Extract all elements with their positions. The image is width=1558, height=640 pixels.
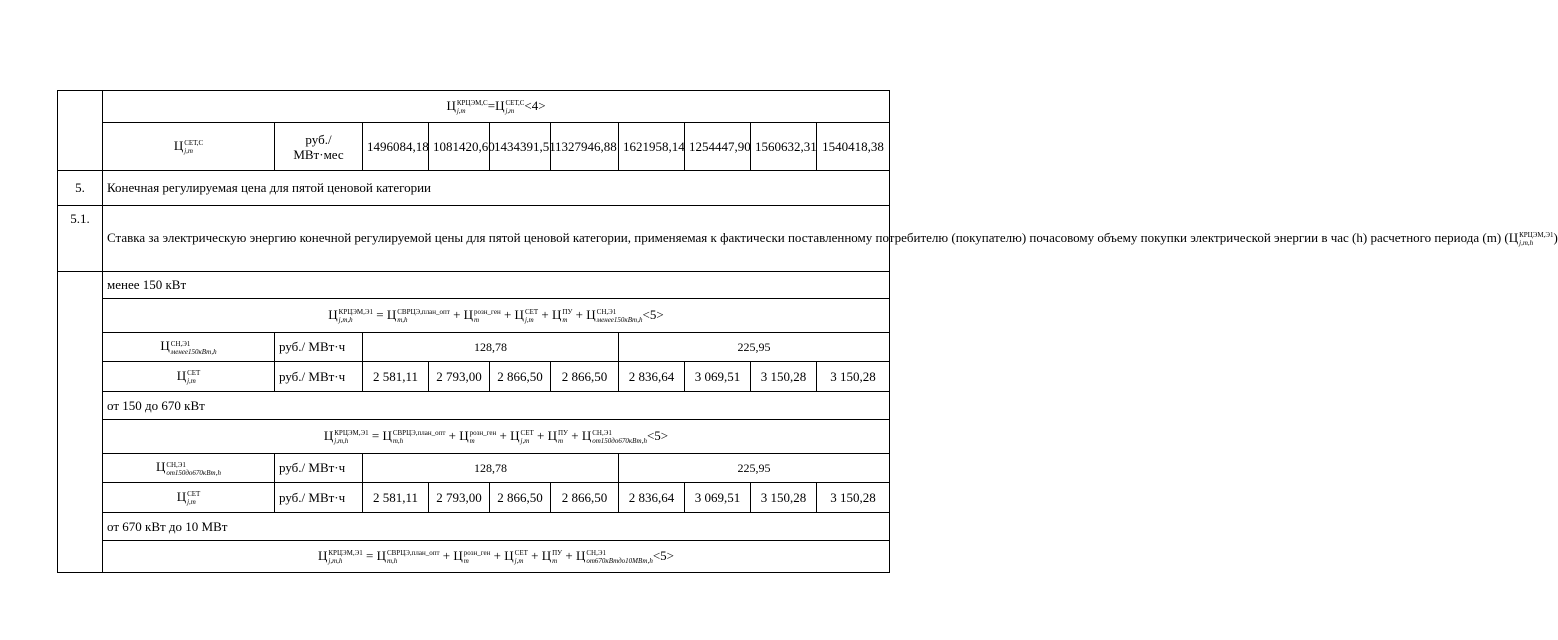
symbol: Ц: [176, 488, 187, 504]
row-number-cell: [58, 91, 103, 171]
formula-subscript: от670кВтдо10МВт,h: [586, 557, 653, 565]
formula-subscript: m: [558, 437, 564, 445]
value-cell: 2 866,50: [490, 362, 551, 392]
formula-superscript: КРЦЭМ,С: [456, 99, 488, 107]
symbol: Ц: [547, 427, 557, 443]
footnote-ref: <5>: [642, 306, 664, 322]
value-cell: 2 793,00: [429, 362, 490, 392]
formula-subscript: m: [474, 316, 480, 324]
symbol: Ц: [575, 547, 586, 563]
unit-cell: [275, 123, 363, 171]
value-cell: 2 793,00: [429, 483, 490, 513]
table-row: [58, 333, 890, 362]
subsection-heading: от 670 кВт до 10 МВт: [103, 513, 890, 541]
formula-operator: +: [575, 306, 584, 322]
formula-superscript: ПУ: [558, 429, 569, 437]
symbol-subscript: j,m,h: [1519, 239, 1534, 247]
formula-operator: +: [503, 306, 512, 322]
value-cell: 3 069,51: [685, 362, 751, 392]
label-subscript: менее150кВт,h: [170, 347, 217, 356]
formula-cell: [103, 299, 890, 333]
formula-superscript: СЕТ: [514, 549, 528, 557]
formula-subscript: m: [562, 316, 568, 324]
formula-operator: +: [442, 547, 451, 563]
symbol: Ц: [552, 306, 562, 322]
symbol: Ц: [328, 306, 338, 322]
symbol: Ц: [155, 459, 166, 475]
formula-subscript: m: [469, 437, 475, 445]
row-number-cell: [58, 272, 103, 573]
value-cell: 3 150,28: [751, 362, 817, 392]
formula-subscript: j,m: [514, 557, 524, 565]
symbol: Ц: [173, 137, 184, 153]
formula-subscript: j,m,h: [328, 557, 343, 565]
value-cell: 1434391,51: [490, 123, 551, 171]
label-superscript: СЕТ: [187, 490, 201, 498]
pricing-table: [57, 90, 1558, 573]
unit-cell: руб./ МВт·ч: [275, 362, 363, 392]
table-row: [58, 513, 890, 541]
table-row: [58, 392, 890, 420]
row-number: 5.1.: [58, 206, 103, 272]
formula-operator: +: [565, 547, 573, 563]
formula-subscript: от150до670кВт,h: [592, 437, 647, 445]
label-superscript: СН,Э1: [170, 339, 191, 348]
unit-text: руб./: [305, 131, 332, 147]
variable-label: [103, 362, 275, 392]
symbol: Ц: [510, 427, 520, 443]
formula-operator: +: [499, 427, 507, 443]
table-row: [58, 123, 890, 171]
symbol: Ц: [541, 547, 552, 563]
footnote-ref: <5>: [646, 427, 669, 443]
formula-operator: +: [453, 306, 461, 322]
formula-operator: =: [487, 97, 496, 113]
table-row: [58, 420, 890, 454]
value-cell: 2 836,64: [619, 362, 685, 392]
symbol: Ц: [382, 427, 392, 443]
subsection-heading: менее 150 кВт: [103, 272, 890, 299]
symbol: Ц: [160, 338, 170, 354]
formula-superscript: розн_ген: [474, 308, 501, 316]
footnote-ref: <5>: [652, 547, 675, 563]
value-cell: 3 150,28: [751, 483, 817, 513]
value-cell: 1560632,31: [751, 123, 817, 171]
formula-subscript: m: [463, 557, 469, 565]
unit-text: МВт·мес: [293, 146, 344, 162]
symbol: Ц: [581, 427, 592, 443]
symbol: Ц: [463, 306, 474, 322]
formula-superscript: СЕТ,С: [505, 99, 525, 107]
variable-label: [103, 333, 275, 362]
value-cell: 225,95: [619, 333, 890, 362]
symbol: Ц: [495, 97, 505, 113]
value-cell: 1254447,90: [685, 123, 751, 171]
label-subscript: j,m: [184, 147, 193, 155]
formula-cell: [103, 541, 890, 573]
formula-subscript: j,m: [520, 437, 530, 445]
formula-cell: [103, 420, 890, 454]
formula-superscript: ПУ: [562, 308, 573, 316]
formula-superscript: КРЦЭМ,Э1: [328, 549, 363, 557]
label-superscript: СЕТ,С: [184, 139, 204, 147]
value-cell: 1540418,38: [817, 123, 890, 171]
value-cell: 2 581,11: [363, 362, 429, 392]
formula-subscript: j,m,h: [334, 437, 349, 445]
variable-label: [103, 454, 275, 483]
label-superscript: СЕТ: [187, 369, 201, 377]
table-row: [58, 454, 890, 483]
table-row: [58, 483, 890, 513]
unit-cell: руб./ МВт·ч: [275, 333, 363, 362]
formula-operator: +: [541, 306, 549, 322]
table-row: [58, 362, 890, 392]
formula-subscript: менее150кВт,h: [596, 316, 643, 324]
formula-superscript: СН,Э1: [592, 429, 612, 437]
formula-superscript: розн_ген: [469, 429, 497, 437]
formula-subscript: j,m: [524, 316, 534, 324]
formula-subscript: j,m: [456, 107, 466, 115]
table-row: [58, 299, 890, 333]
symbol: Ц: [504, 547, 514, 563]
value-cell: 2 836,64: [619, 483, 685, 513]
table-row: [58, 91, 890, 123]
formula-operator: +: [571, 427, 579, 443]
symbol: Ц: [386, 306, 397, 322]
table-row: [58, 171, 890, 206]
symbol: Ц: [586, 306, 596, 322]
formula-cell: [103, 91, 890, 123]
formula-superscript: СВРЦЭ,план_опт: [397, 308, 450, 316]
label-subscript: j,m: [187, 377, 196, 385]
formula-superscript: КРЦЭМ,Э1: [334, 429, 369, 437]
value-cell: 3 150,28: [817, 362, 890, 392]
symbol: Ц: [1508, 229, 1519, 245]
formula-operator: +: [493, 547, 502, 563]
formula-superscript: СН,Э1: [586, 549, 606, 557]
formula-superscript: ПУ: [552, 549, 563, 557]
value-cell: 128,78: [363, 333, 619, 362]
subsection-heading: от 150 до 670 кВт: [103, 392, 890, 420]
value-cell: 1496084,18: [363, 123, 429, 171]
formula-subscript: m,h: [397, 316, 408, 324]
description-cell: [103, 206, 1558, 272]
value-cell: 3 069,51: [685, 483, 751, 513]
formula-superscript: розн_ген: [463, 549, 491, 557]
formula-operator: =: [376, 306, 384, 322]
formula-subscript: m: [552, 557, 558, 565]
formula-superscript: СН,Э1: [596, 308, 617, 316]
symbol: Ц: [446, 97, 456, 113]
formula-subscript: j,m: [505, 107, 515, 115]
formula-superscript: СВРЦЭ,план_опт: [392, 429, 446, 437]
formula-superscript: СЕТ: [524, 308, 539, 316]
formula-operator: =: [365, 547, 374, 563]
formula-subscript: m,h: [386, 557, 398, 565]
variable-label: [103, 123, 275, 171]
row-number: 5.: [58, 171, 103, 206]
value-cell: 1327946,88: [551, 123, 619, 171]
formula-superscript: КРЦЭМ,Э1: [338, 308, 374, 316]
label-superscript: СН,Э1: [166, 460, 186, 469]
table-row: [58, 272, 890, 299]
value-cell: 2 866,50: [490, 483, 551, 513]
label-subscript: от150до670кВт,h: [166, 468, 222, 477]
value-cell: 2 581,11: [363, 483, 429, 513]
description-text: Ставка за электрическую энергию конечной регулируемой цены для пятой ценовой категории, применяемая к фактически поставленному потребителю (покупателю) почасовому объему покупки электрической энергии в час (h) расчетного периода (m) (: [107, 229, 1509, 245]
formula-operator: +: [531, 547, 539, 563]
value-cell: 128,78: [363, 454, 619, 483]
value-cell: 1621958,14: [619, 123, 685, 171]
value-cell: 1081420,60: [429, 123, 490, 171]
symbol: Ц: [459, 427, 469, 443]
formula: [446, 98, 545, 113]
formula-operator: =: [371, 427, 380, 443]
description-text: ): [1553, 229, 1558, 245]
formula-subscript: m,h: [392, 437, 404, 445]
value-cell: 2 866,50: [551, 362, 619, 392]
label-subscript: j,m: [187, 498, 196, 506]
table-row: [58, 541, 890, 573]
formula-operator: +: [537, 427, 545, 443]
section-heading: Конечная регулируемая цена для пятой ценовой категории: [103, 171, 890, 206]
formula-operator: +: [448, 427, 456, 443]
table-row: [58, 206, 890, 272]
symbol: Ц: [318, 547, 328, 563]
variable-label: [103, 483, 275, 513]
unit-cell: руб./ МВт·ч: [275, 483, 363, 513]
symbol: Ц: [376, 547, 386, 563]
footnote-ref: <4>: [524, 97, 546, 113]
formula-subscript: j,m,h: [338, 316, 353, 324]
symbol: Ц: [453, 547, 463, 563]
value-cell: 3 150,28: [817, 483, 890, 513]
formula-superscript: СВРЦЭ,план_опт: [386, 549, 440, 557]
value-cell: 225,95: [619, 454, 890, 483]
value-cell: 2 866,50: [551, 483, 619, 513]
formula-superscript: СЕТ: [520, 429, 534, 437]
symbol: Ц: [323, 427, 334, 443]
symbol: Ц: [176, 367, 187, 383]
symbol: Ц: [514, 306, 524, 322]
unit-cell: руб./ МВт·ч: [275, 454, 363, 483]
symbol-superscript: КРЦЭМ,Э1: [1519, 231, 1554, 239]
